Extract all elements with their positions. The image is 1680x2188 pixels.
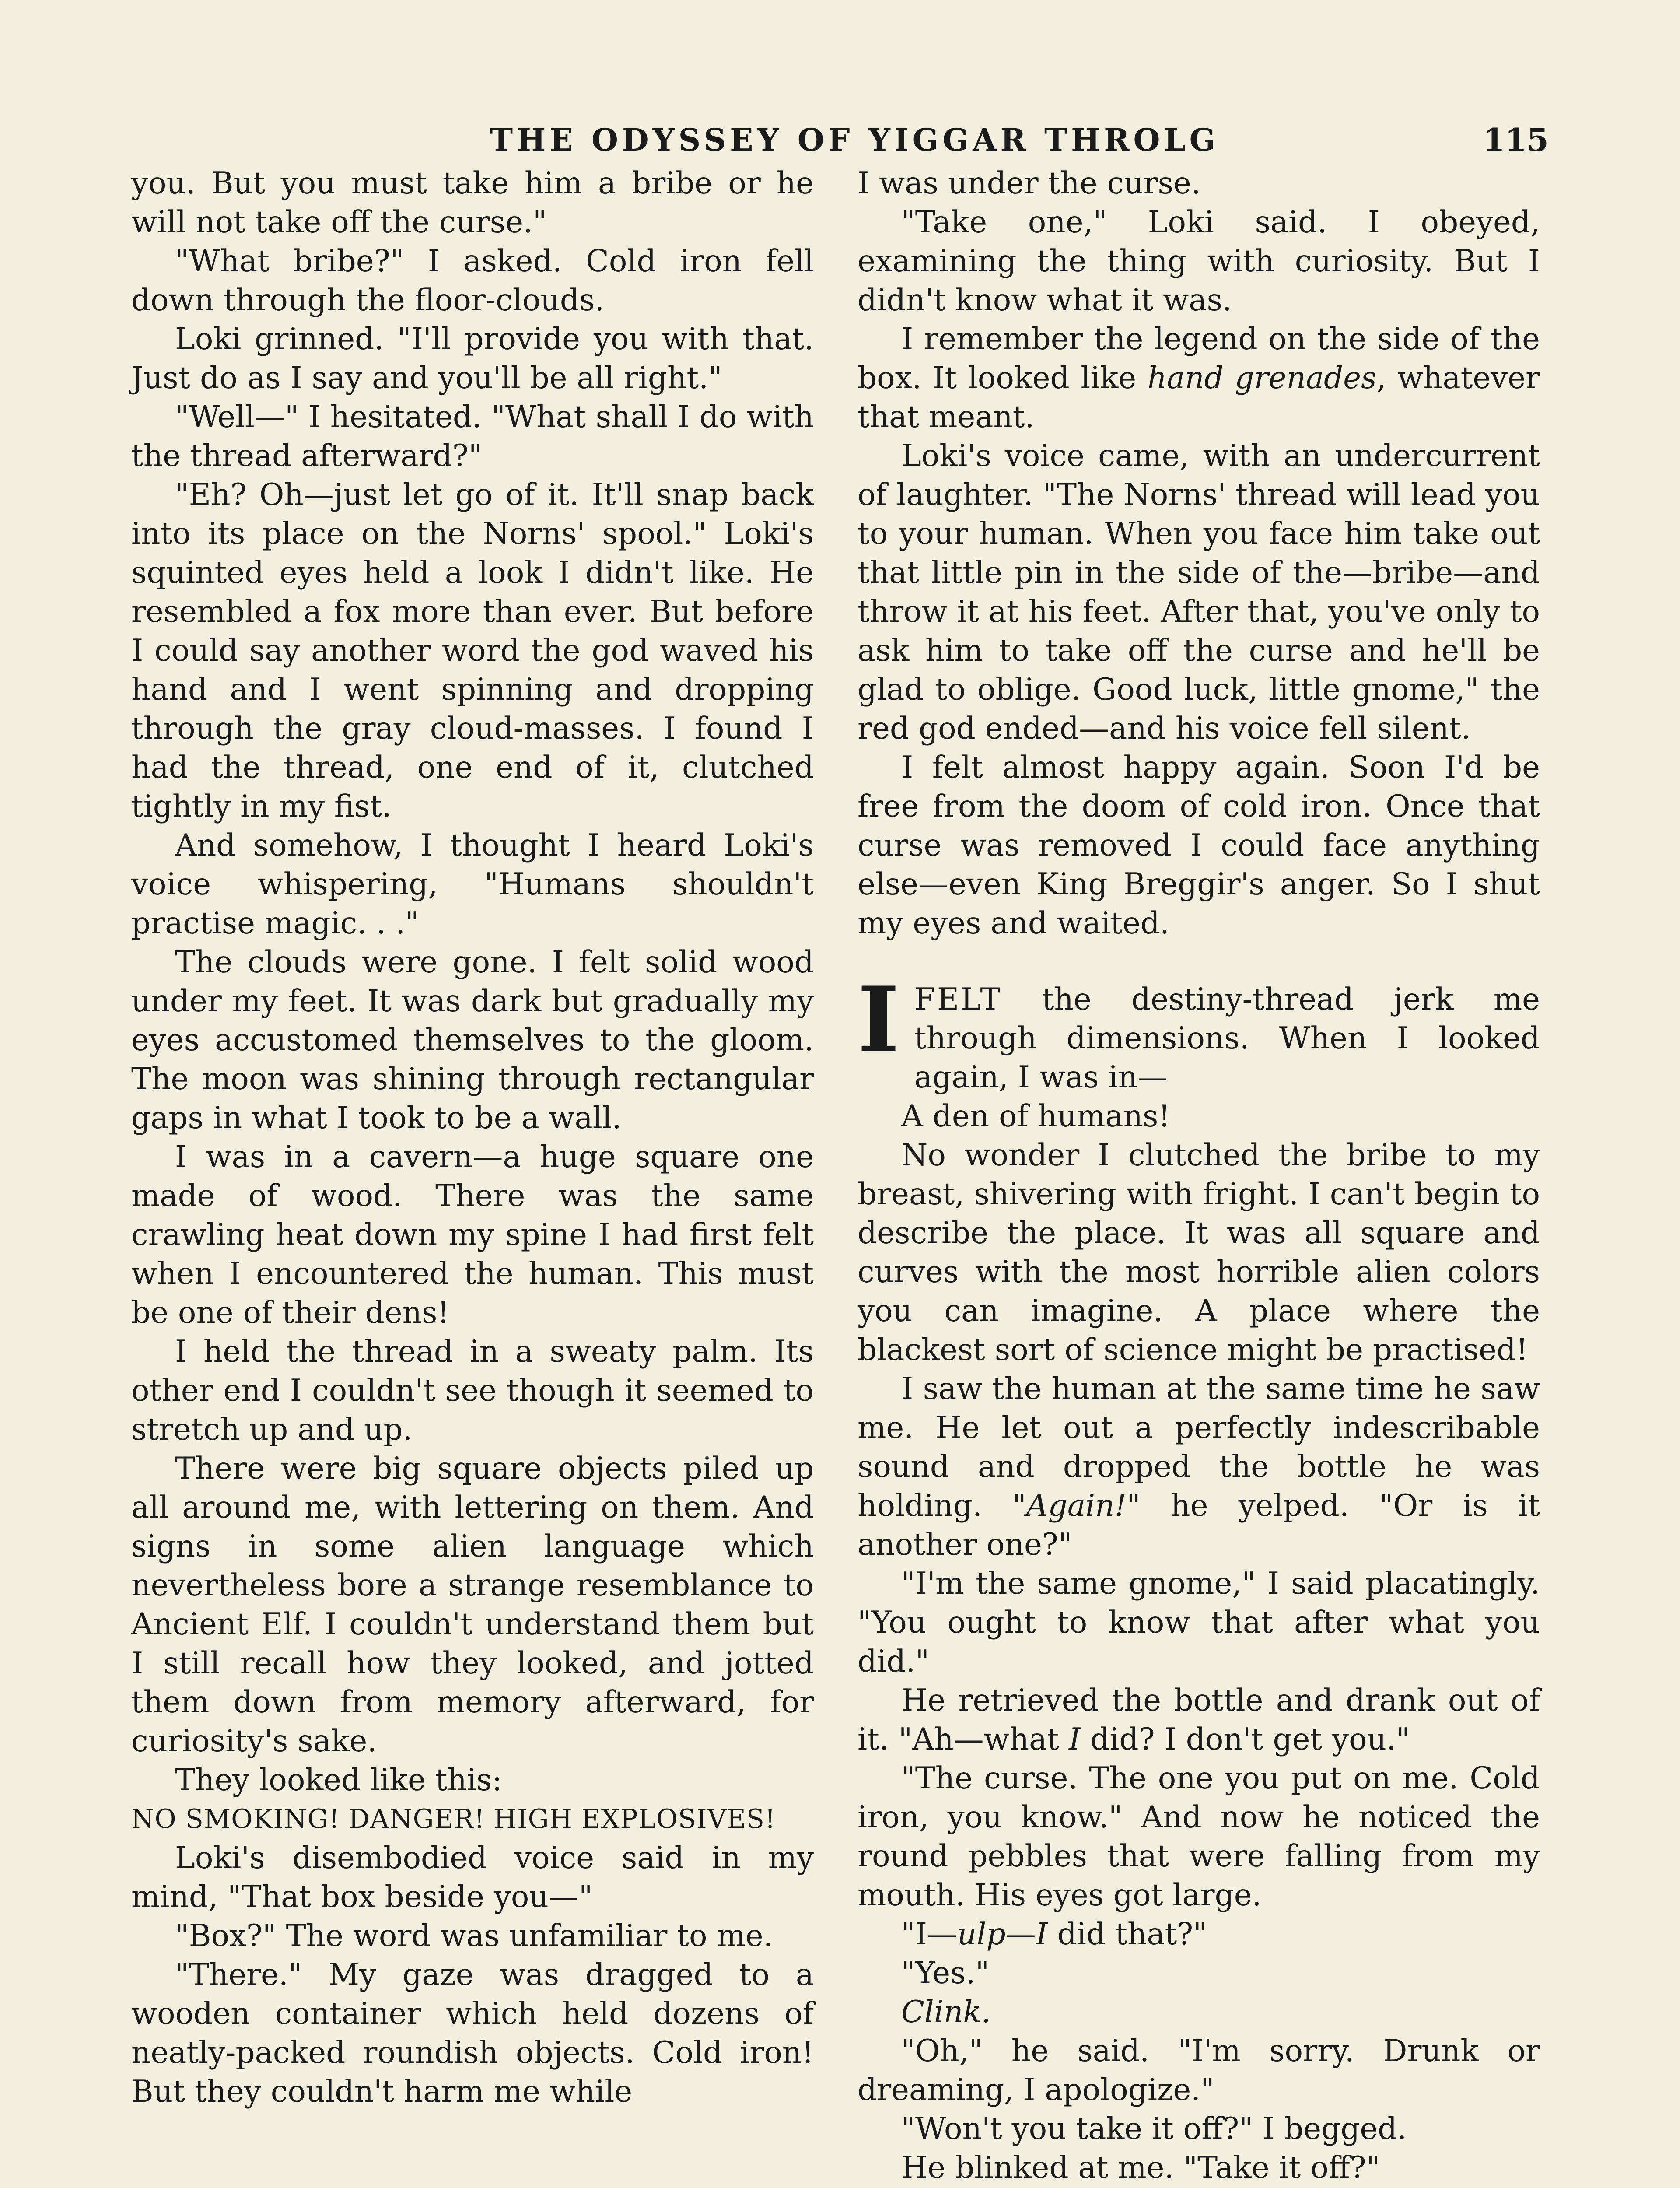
paragraph: Loki grinned. "I'll provide you with that. Just do as I say and you'll be all right." — [131, 322, 814, 396]
paragraph: And somehow, I thought I heard Loki's voice whispering, "Humans shouldn't practise magic. . ." — [131, 828, 814, 941]
paragraph: "There." My gaze was dragged to a wooden container which held dozens of neatly-packed roundish objects. Cold iron! But they couldn't harm me while — [131, 1957, 814, 2109]
italic-run: I — [1036, 1917, 1048, 1952]
sign-text: NO SMOKING! DANGER! HIGH EXPLOSIVES! — [131, 1804, 776, 1834]
paragraph: Loki's voice came, with an undercurrent of laughter. "The Norns' thread will lead you to your human. When you face him take out that little pin in the side of the—bribe—and throw it at his feet. After that, you've only to ask him to take off the curse and he'll be glad to oblige. Good luck, little gnome," the red god ended—and his voice fell silent. — [858, 438, 1540, 746]
italic-run: Clink. — [901, 1995, 991, 2030]
paragraph — [858, 1681, 1540, 1759]
paragraph: "What bribe?" I asked. Cold iron fell down through the floor-clouds. — [131, 244, 814, 318]
text-run: the destiny-thread jerk me through dimensions. When I looked again, I was in— — [914, 982, 1540, 1095]
paragraph — [858, 1993, 1540, 2032]
page-number: 115 — [1483, 121, 1549, 158]
italic-run: ulp — [957, 1917, 1006, 1952]
text-run: did? I don't get you." — [1081, 1722, 1410, 1757]
paragraph: I was in a cavern—a huge square one made of wood. There was the same crawling heat down my spine I had first felt when I encountered the human. This must be one of their dens! — [131, 1140, 814, 1330]
text-run: "I— — [901, 1917, 957, 1952]
paragraph: There were big square objects piled up all around me, with lettering on them. And signs in some alien language which nevertheless bore a strange resemblance to Ancient Elf. I couldn't understand them but I still recall how they looked, and jotted them down from memory afterward, for curiosity's sake. — [131, 1451, 814, 1759]
paragraph: I felt almost happy again. Soon I'd be free from the doom of cold iron. Once that curse was removed I could face anything else—even King Breggir's anger. So I shut my eyes and waited. — [858, 750, 1540, 941]
paragraph — [858, 320, 1540, 437]
paragraph: The clouds were gone. I felt solid wood under my feet. It was dark but gradually my eyes accustomed themselves to the gloom. The moon was shining through rectangular gaps in what I took to be a wall. — [131, 945, 814, 1136]
text-run: He retrieved the bottle and drank out of it. "Ah—what — [858, 1683, 1540, 1757]
text-run: , whatever that meant. — [858, 361, 1540, 435]
paragraph: No wonder I clutched the bribe to my breast, shivering with fright. I can't begin to describe the place. It was all square and curves with the most horrible alien colors you can imagine. A place where the blackest sort of science might be practised! — [858, 1138, 1540, 1368]
paragraph: A den of humans! — [901, 1099, 1171, 1134]
running-header — [131, 118, 1549, 162]
text-run: I saw the human at the same time he saw me. He let out a perfectly indescribable sound and dropped the bottle he was holding. — [858, 1371, 1540, 1523]
paragraph: "Won't you take it off?" I begged. — [901, 2111, 1407, 2146]
paragraph: "The curse. The one you put on me. Cold iron, you know." And now he noticed the round pebbles that were falling from my mouth. His eyes got large. — [858, 1761, 1540, 1913]
paragraph: I held the thread in a sweaty palm. Its other end I couldn't see though it seemed to stretch up and up. — [131, 1334, 814, 1447]
left-column — [131, 164, 814, 2111]
paragraph: I was under the curse. — [858, 166, 1201, 201]
paragraph: Loki's disembodied voice said in my mind, "That box beside you—" — [131, 1841, 814, 1914]
paragraph: you. But you must take him a bribe or he will not take off the curse." — [131, 166, 814, 240]
header-title: THE ODYSSEY OF YIGGAR THROLG — [490, 122, 1220, 158]
lead-word: FELT — [914, 982, 1002, 1017]
text-run: he yelped. "Or is it another one?" — [858, 1488, 1540, 1562]
italic-run: I — [1068, 1722, 1081, 1757]
paragraph: "Take one," Loki said. I obeyed, examining the thing with curiosity. But I didn't know what it was. — [858, 205, 1540, 318]
italic-run: "Again!" — [1012, 1488, 1141, 1523]
right-column — [858, 164, 1540, 2188]
paragraph: "Eh? Oh—just let go of it. It'll snap back into its place on the Norns' spool." Loki's squinted eyes held a look I didn't like. He resembled a fox more than ever. But before I could say another word the god waved his hand and I went spinning and dropping through the gray cloud-masses. I found I had the thread, one end of it, clutched tightly in my fist. — [131, 477, 814, 824]
section-break — [858, 943, 1540, 980]
paragraph — [858, 1915, 1540, 1954]
text-run: did that?" — [1047, 1917, 1207, 1952]
paragraph: They looked like this: — [175, 1763, 502, 1798]
dropcap-paragraph — [858, 968, 1540, 1097]
paragraph: "Box?" The word was unfamiliar to me. — [175, 1918, 773, 1953]
paragraph: "Oh," he said. "I'm sorry. Drunk or dreaming, I apologize." — [858, 2034, 1540, 2107]
paragraph: "I'm the same gnome," I said placatingly. "You ought to know that after what you did." — [858, 1566, 1540, 1679]
text-run: — — [1005, 1917, 1036, 1952]
paragraph: "Well—" I hesitated. "What shall I do with the thread afterward?" — [131, 400, 814, 473]
paragraph — [858, 1370, 1540, 1564]
paragraph: "Yes." — [901, 1956, 990, 1991]
paragraph: He blinked at me. "Take it off?" — [901, 2150, 1380, 2185]
italic-run: hand grenades — [1147, 361, 1377, 396]
text-run: I remember the legend on the side of the box. It looked like — [858, 322, 1540, 396]
drop-cap: I — [858, 968, 900, 1073]
